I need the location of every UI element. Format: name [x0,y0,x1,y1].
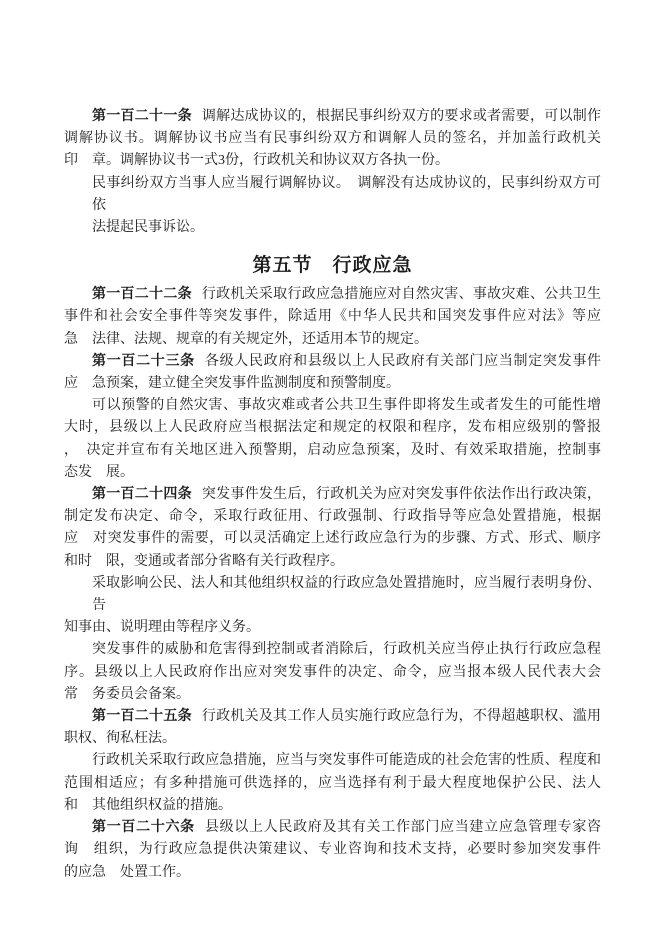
paragraph [64,284,601,351]
paragraph [64,106,601,173]
text-line: 调解协议书。调解协议书应当有民事纠纷双方和调解人员的签名，并加盖行政机关 [64,131,601,147]
text-line: 序。县级以上人民政府作出应对突发事件的决定、命令，应当报本级人民代表大会 [64,664,601,680]
text-line: 法提起民事诉讼。 [92,220,204,236]
paragraph [64,351,601,395]
article-first-line: 第一百二十六条 县级以上人民政府及其有关工作部门应当建立应急管理专家咨 [92,820,602,836]
article-number: 第一百二十五条 [92,709,192,725]
text-line: 和时 限，变通或者部分省略有关行政程序。 [64,553,344,569]
text-line: 范围相适应；有多种措施可供选择的，应当选择有利于最大程度地保护公民、法人 [64,775,601,791]
text-line: 应 急预案，建立健全突发事件监测制度和预警制度。 [64,376,400,392]
section-heading: 第五节 行政应急 [252,255,413,277]
text-line: 突发事件的威胁和危害得到控制或者消除后，行政机关应当停止执行行政应急程 [92,642,601,658]
document-body [64,106,601,884]
text-line: 大时，县级以上人民政府应当根据法定和规定的权限和程序，发布相应级别的警报 [64,420,601,436]
text-line: 知事由、说明理由等程序义务。 [64,620,260,636]
paragraph [64,706,601,750]
article-number: 第一百二十六条 [92,820,195,836]
text-line: 民事纠纷双方当事人应当履行调解协议。 调解没有达成协议的，民事纠纷双方可依 [92,175,601,213]
paragraph [64,573,601,640]
text-line: 职权、徇私枉法。 [64,731,176,747]
text-line: 采取影响公民、法人和其他组织权益的行政应急处置措施时，应当履行表明身份、告 [92,575,601,614]
article-number: 第一百二十三条 [92,353,195,369]
text-line: 和 其他组织权益的措施。 [64,797,232,813]
text-line: ， 决定并宣布有关地区进入预警期，启动应急预案，及时、有效采取措施，控制事 [64,442,601,458]
article-number: 第一百二十四条 [92,487,192,503]
paragraph [64,484,601,573]
article-first-line: 第一百二十三条 各级人民政府和县级以上人民政府有关部门应当制定突发事件 [92,353,602,369]
article-first-line: 第一百二十一条 调解达成协议的，根据民事纠纷双方的要求或者需要，可以制作 [92,109,602,124]
text-line: 可以预警的自然灾害、事故灾难或者公共卫生事件即将发生或者发生的可能性增 [92,398,601,414]
article-first-line: 第一百二十四条 突发事件发生后，行政机关为应对突发事件依法作出行政决策， [92,487,602,503]
article-first-line: 第一百二十二条 行政机关采取行政应急措施应对自然灾害、事故灾难、公共卫生 [92,287,602,303]
paragraph [64,750,601,817]
text-line: 事件和社会安全事件等突发事件，除适用《中华人民共和国突发事件应对法》等应 [64,309,601,325]
text-line: 的应急 处置工作。 [64,864,190,880]
article-first-line: 第一百二十五条 行政机关及其工作人员实施行政应急行为，不得超越职权、滥用 [92,709,602,725]
article-number: 第一百二十一条 [92,109,192,124]
text-line: 行政机关采取行政应急措施，应当与突发事件可能造成的社会危害的性质、程度和 [92,753,601,769]
text-line: 询 组织，为行政应急提供决策建议、专业咨询和技术支持，必要时参加突发事件 [64,842,601,858]
paragraph [64,817,601,884]
article-number: 第一百二十二条 [92,287,192,303]
text-line: 态发 展。 [64,464,134,480]
text-line: 急 法律、法规、规章的有关规定外，还适用本节的规定。 [64,331,428,347]
paragraph [64,639,601,706]
text-line: 印 章。调解协议书一式3份，行政机关和协议双方各执一份。 [64,153,449,169]
paragraph [64,173,601,240]
text-line: 常 务委员会备案。 [64,686,190,702]
paragraph [64,395,601,484]
text-line: 制定发布决定、命令，采取行政征用、行政强制、行政指导等应急处置措施，根据 [64,509,601,525]
text-line: 应 对突发事件的需要，可以灵活确定上述行政应急行为的步骤、方式、形式、顺序 [64,531,601,547]
